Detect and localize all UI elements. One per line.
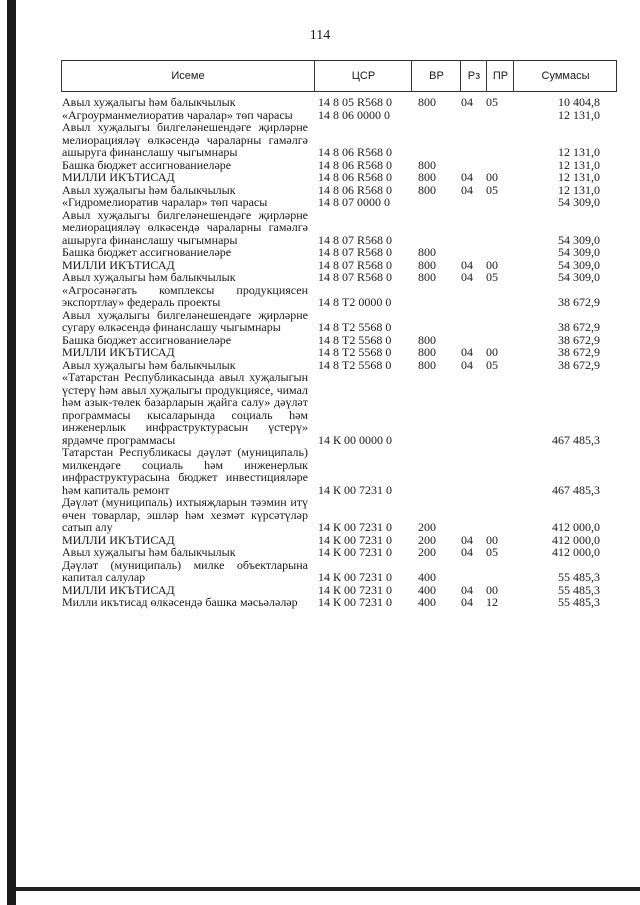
row-pr: 12 bbox=[486, 595, 498, 609]
row-csr: 14 К 00 0000 0 bbox=[318, 432, 393, 447]
row-sum: 10 404,8 bbox=[558, 95, 600, 109]
row-sum: 467 485,3 bbox=[552, 432, 600, 447]
table-row bbox=[62, 309, 622, 334]
row-vr: 400 bbox=[418, 582, 436, 597]
table-header bbox=[61, 60, 617, 92]
row-sum: 55 485,3 bbox=[558, 570, 600, 584]
row-sum: 12 131,0 bbox=[558, 157, 600, 172]
table-row bbox=[62, 559, 622, 584]
row-sum: 412 000,0 bbox=[552, 532, 600, 547]
row-name: Авыл хуҗалыгы һәм балыкчылык bbox=[62, 357, 236, 372]
row-sum: 54 309,0 bbox=[558, 270, 600, 284]
row-csr: 14 К 00 7231 0 bbox=[318, 545, 393, 559]
row-rz: 04 bbox=[461, 357, 473, 372]
row-rz: 04 bbox=[461, 345, 473, 359]
row-csr: 14 8 Т2 5568 0 bbox=[318, 357, 392, 372]
row-name: Авыл хуҗалыгы һәм балыкчылык bbox=[62, 270, 236, 284]
row-sum: 54 309,0 bbox=[558, 257, 600, 272]
row-vr: 800 bbox=[418, 357, 436, 372]
table-row bbox=[62, 121, 622, 159]
table-row bbox=[62, 209, 622, 247]
row-vr: 800 bbox=[418, 95, 436, 109]
row-csr: 14 8 07 R568 0 bbox=[318, 232, 393, 247]
row-sum: 54 309,0 bbox=[558, 232, 600, 247]
table-row bbox=[62, 171, 622, 184]
row-rz: 04 bbox=[461, 595, 473, 609]
row-sum: 54 309,0 bbox=[558, 245, 600, 259]
row-csr: 14 8 Т2 5568 0 bbox=[318, 320, 392, 334]
row-rz: 04 bbox=[461, 532, 473, 547]
row-vr: 800 bbox=[418, 170, 436, 184]
row-csr: 14 8 06 R568 0 bbox=[318, 170, 393, 184]
row-name: Башка бюджет ассигнованиеләре bbox=[62, 332, 232, 347]
row-name: Авыл хуҗалыгы билгеләнешендәге җирләрне сугару өлкәсендә финанслашу чыгымнары bbox=[62, 307, 308, 334]
row-csr: 14 8 Т2 5568 0 bbox=[318, 332, 392, 347]
row-name: Авыл хуҗалыгы һәм балыкчылык bbox=[62, 545, 236, 559]
row-csr: 14 8 05 R568 0 bbox=[318, 95, 393, 109]
page-number: 114 bbox=[309, 28, 331, 43]
row-name: «Агроурманмелиоратив чаралар» төп чарасы bbox=[62, 107, 293, 122]
header-vr: ВР bbox=[411, 61, 461, 91]
row-name: Дәүләт (муниципаль) ихтыяҗларын тәэмин итү өчен товарлар, эшләр һәм хезмәт күрсәтүләр сатып алу bbox=[62, 495, 308, 534]
row-rz: 04 bbox=[461, 182, 473, 197]
table-row bbox=[62, 284, 622, 309]
row-csr: 14 К 00 7231 0 bbox=[318, 482, 393, 497]
row-sum: 412 000,0 bbox=[552, 545, 600, 559]
header-sum: Суммасы bbox=[513, 61, 617, 91]
row-vr: 800 bbox=[418, 182, 436, 197]
row-pr: 05 bbox=[486, 357, 498, 372]
row-vr: 800 bbox=[418, 270, 436, 284]
row-pr: 05 bbox=[486, 95, 498, 109]
row-csr: 14 8 06 R568 0 bbox=[318, 182, 393, 197]
header-rz: Рз bbox=[460, 61, 487, 91]
table-row bbox=[62, 446, 622, 496]
row-vr: 200 bbox=[418, 545, 436, 559]
row-csr: 14 8 Т2 0000 0 bbox=[318, 295, 392, 309]
header-name: Исеме bbox=[171, 70, 205, 82]
row-csr: 14 8 06 R568 0 bbox=[318, 157, 393, 172]
row-name: «Татарстан Республикасында авыл хуҗалыгын үстерү һәм авыл хуҗалыгы продукциясе, чимал һәм азык-төлек базарларын җайга салу» дәүләт программасы кысаларында социаль һәм инженерлык инфраструктурасын үстерү» ярдәмче программасы bbox=[62, 370, 308, 447]
scan-bottom-edge bbox=[16, 887, 640, 891]
row-sum: 38 672,9 bbox=[558, 295, 600, 309]
row-name: Татарстан Республикасы дәүләт (муниципаль) милкендәге социаль һәм инженерлык инфраструктурасына бюджет инвестицияләре һәм капиталь ремонт bbox=[62, 445, 308, 497]
row-vr: 800 bbox=[418, 157, 436, 172]
row-name: МИЛЛИ ИКЪТИСАД bbox=[62, 582, 175, 597]
table-row bbox=[62, 271, 622, 284]
row-name: МИЛЛИ ИКЪТИСАД bbox=[62, 257, 175, 272]
row-pr: 00 bbox=[486, 170, 498, 184]
row-name: Авыл хуҗалыгы һәм балыкчылык bbox=[62, 95, 236, 109]
row-rz: 04 bbox=[461, 257, 473, 272]
row-vr: 800 bbox=[418, 345, 436, 359]
row-vr: 800 bbox=[418, 257, 436, 272]
row-name: МИЛЛИ ИКЪТИСАД bbox=[62, 345, 175, 359]
row-sum: 412 000,0 bbox=[552, 520, 600, 534]
row-sum: 12 131,0 bbox=[558, 107, 600, 122]
row-sum: 12 131,0 bbox=[558, 182, 600, 197]
row-rz: 04 bbox=[461, 270, 473, 284]
row-sum: 55 485,3 bbox=[558, 595, 600, 609]
row-csr: 14 8 06 R568 0 bbox=[318, 145, 393, 159]
row-csr: 14 8 07 R568 0 bbox=[318, 257, 393, 272]
row-rz: 04 bbox=[461, 582, 473, 597]
row-pr: 00 bbox=[486, 582, 498, 597]
table-row bbox=[62, 246, 622, 259]
row-pr: 05 bbox=[486, 182, 498, 197]
row-name: Башка бюджет ассигнованиеләре bbox=[62, 245, 232, 259]
row-pr: 05 bbox=[486, 545, 498, 559]
row-sum: 38 672,9 bbox=[558, 320, 600, 334]
row-vr: 800 bbox=[418, 245, 436, 259]
row-sum: 55 485,3 bbox=[558, 582, 600, 597]
table-row bbox=[62, 196, 622, 209]
row-sum: 12 131,0 bbox=[558, 170, 600, 184]
row-csr: 14 8 07 R568 0 bbox=[318, 245, 393, 259]
row-csr: 14 К 00 7231 0 bbox=[318, 532, 393, 547]
header-csr: ЦСР bbox=[314, 61, 412, 91]
header-pr: ПР bbox=[486, 61, 514, 91]
scan-left-edge bbox=[7, 0, 16, 905]
row-vr: 400 bbox=[418, 595, 436, 609]
row-vr: 200 bbox=[418, 532, 436, 547]
row-name: МИЛЛИ ИКЪТИСАД bbox=[62, 532, 175, 547]
row-vr: 200 bbox=[418, 520, 436, 534]
row-csr: 14 К 00 7231 0 bbox=[318, 595, 393, 609]
row-name: «Гидромелиоратив чаралар» төп чарасы bbox=[62, 195, 268, 209]
row-csr: 14 8 06 0000 0 bbox=[318, 107, 390, 122]
row-vr: 800 bbox=[418, 332, 436, 347]
row-sum: 467 485,3 bbox=[552, 482, 600, 497]
table-row bbox=[62, 596, 622, 609]
row-name: Милли икътисад өлкәсендә башка мәсьәләләр bbox=[62, 595, 298, 609]
row-rz: 04 bbox=[461, 545, 473, 559]
table-row bbox=[62, 346, 622, 359]
row-name: Башка бюджет ассигнованиеләре bbox=[62, 157, 232, 172]
row-csr: 14 К 00 7231 0 bbox=[318, 582, 393, 597]
row-sum: 38 672,9 bbox=[558, 345, 600, 359]
row-sum: 12 131,0 bbox=[558, 145, 600, 159]
table-row bbox=[62, 96, 622, 109]
row-name: Авыл хуҗалыгы билгеләнешендәге җирләрне мелиорацияләү өлкәсендә чараларны гамәлгә ашыруга финанслашу чыгымнары bbox=[62, 120, 308, 159]
row-csr: 14 8 Т2 5568 0 bbox=[318, 345, 392, 359]
row-csr: 14 К 00 7231 0 bbox=[318, 570, 393, 584]
row-pr: 05 bbox=[486, 270, 498, 284]
row-pr: 00 bbox=[486, 532, 498, 547]
row-csr: 14 8 07 R568 0 bbox=[318, 270, 393, 284]
row-pr: 00 bbox=[486, 257, 498, 272]
row-sum: 38 672,9 bbox=[558, 332, 600, 347]
row-pr: 00 bbox=[486, 345, 498, 359]
table-row bbox=[62, 546, 622, 559]
table-body bbox=[62, 96, 622, 609]
row-csr: 14 К 00 7231 0 bbox=[318, 520, 393, 534]
table-row bbox=[62, 371, 622, 446]
row-sum: 38 672,9 bbox=[558, 357, 600, 372]
row-name: Авыл хуҗалыгы билгеләнешендәге җирләрне мелиорацияләү өлкәсендә чараларны гамәлгә ашыруга финанслашу чыгымнары bbox=[62, 207, 308, 247]
row-rz: 04 bbox=[461, 95, 473, 109]
row-name: Авыл хуҗалыгы һәм балыкчылык bbox=[62, 182, 236, 197]
row-name: МИЛЛИ ИКЪТИСАД bbox=[62, 170, 175, 184]
row-sum: 54 309,0 bbox=[558, 195, 600, 209]
row-name: «Агросәнәгать комплексы продукциясен экспортлау» федераль проекты bbox=[62, 282, 308, 309]
row-name: Дәүләт (муниципаль) милке объектларына капитал салулар bbox=[62, 557, 308, 584]
row-rz: 04 bbox=[461, 170, 473, 184]
row-vr: 400 bbox=[418, 570, 436, 584]
row-csr: 14 8 07 0000 0 bbox=[318, 195, 390, 209]
table-row bbox=[62, 496, 622, 534]
